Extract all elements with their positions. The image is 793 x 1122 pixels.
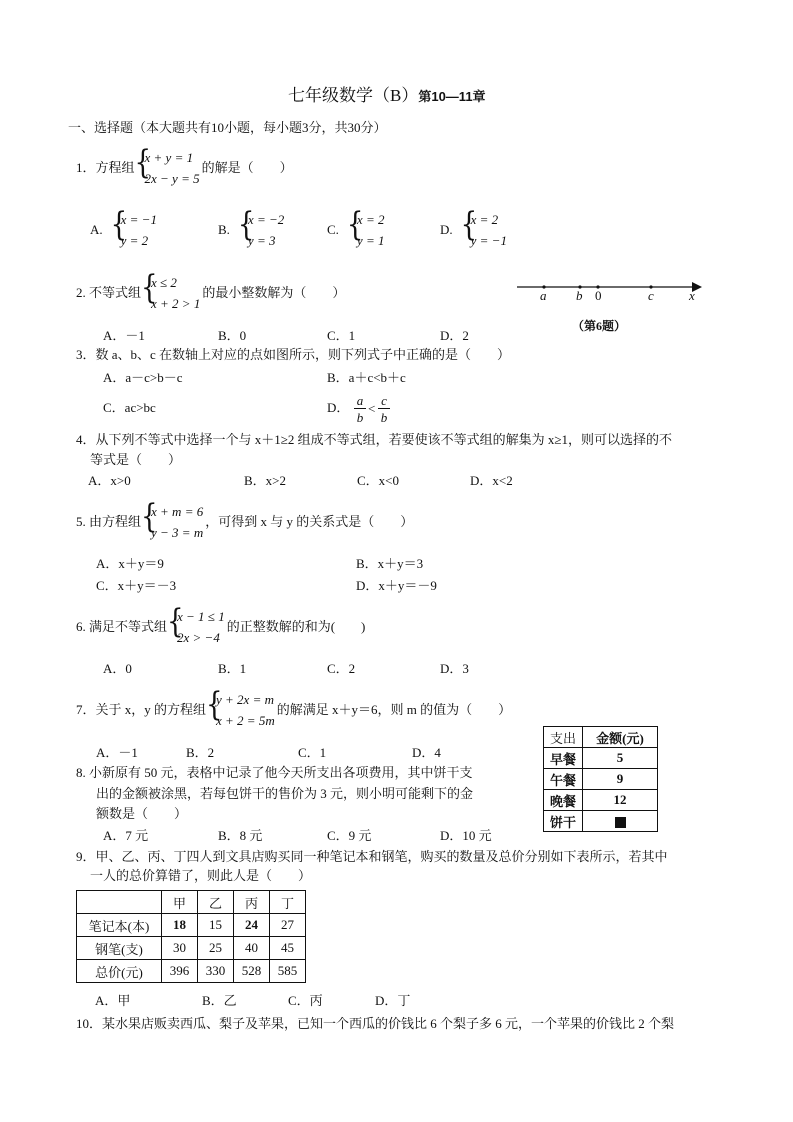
- eq: 2x − y = 5: [144, 171, 200, 186]
- purchase-table: [76, 890, 306, 983]
- brace-icon: {: [141, 269, 158, 307]
- cell: 585: [270, 960, 306, 983]
- cell: 528: [234, 960, 270, 983]
- q1-option-a-system: [110, 206, 157, 251]
- q2-option-a: A．－1: [103, 328, 145, 343]
- q1-option-c: [327, 206, 386, 251]
- eq: x + 2 = 5m: [216, 713, 275, 728]
- header-cell: 丁: [270, 891, 306, 914]
- option-label: C.: [327, 222, 339, 237]
- cell: 12: [583, 790, 658, 811]
- table-header-row: [77, 891, 306, 914]
- table-row: [544, 748, 658, 769]
- table-row: [77, 960, 306, 983]
- q9-option-b: B．乙: [202, 993, 237, 1008]
- q8-option-b: B．8 元: [218, 828, 263, 843]
- q2-suffix: 的最小整数解为（ ）: [202, 285, 346, 300]
- q5-option-d: D．x＋y＝－9: [356, 578, 437, 593]
- eq: x + y = 1: [144, 150, 194, 165]
- q4-option-b: B．x>2: [244, 473, 287, 488]
- q5-prefix: 5. 由方程组: [76, 514, 142, 529]
- q6-system: [167, 603, 225, 648]
- q7-option-d: D．4: [412, 745, 441, 760]
- q9-line2: 一人的总价算错了，则此人是（ ）: [90, 868, 312, 883]
- cell: 396: [162, 960, 198, 983]
- header-cell: 乙: [198, 891, 234, 914]
- cell: 饼干: [544, 811, 583, 832]
- cell: 早餐: [544, 748, 583, 769]
- title-main: 七年级数学（B）: [288, 86, 419, 105]
- table-header-row: [544, 727, 658, 748]
- q5-stem: [76, 498, 414, 543]
- q2-stem: [76, 269, 346, 314]
- header-cell: 甲: [162, 891, 198, 914]
- section-heading: 一、选择题（本大题共有10小题，每小题3分，共30分）: [68, 120, 387, 135]
- brace-icon: {: [237, 206, 255, 244]
- q7-system: [206, 686, 275, 731]
- fraction-c-over-b: [378, 393, 390, 426]
- q7-option-c: C．1: [298, 745, 327, 760]
- brace-icon: {: [134, 144, 152, 182]
- table-row: [544, 811, 658, 832]
- table-row: [77, 937, 306, 960]
- eq: y − 3 = m: [151, 525, 204, 540]
- cell: 330: [198, 960, 234, 983]
- numerator: a: [354, 393, 366, 409]
- q10-text: 10．某水果店贩卖西瓜、梨子及苹果，已知一个西瓜的价钱比 6 个梨子多 6 元，一个苹果的价钱比 2 个梨: [76, 1016, 675, 1031]
- cell: 午餐: [544, 769, 583, 790]
- q9-line1: 9．甲、乙、丙、丁四人到文具店购买同一种笔记本和钢笔，购买的数量及总价分别如下表所示，若其中: [76, 849, 668, 864]
- page-title: [288, 88, 486, 105]
- eq: y = 1: [356, 233, 385, 248]
- q6-stem: [76, 603, 366, 648]
- nl-label-b: b: [576, 288, 583, 303]
- q1-option-d-system: [460, 206, 507, 251]
- cell: 5: [583, 748, 658, 769]
- brace-icon: {: [346, 206, 364, 244]
- eq: y = 2: [120, 233, 149, 248]
- q4-option-a: A．x>0: [88, 473, 131, 488]
- q9-option-a: A．甲: [95, 993, 131, 1008]
- q4-option-d: D．x<2: [470, 473, 513, 488]
- cell: 晚餐: [544, 790, 583, 811]
- q1-stem: [76, 144, 293, 189]
- less-than: <: [368, 401, 376, 416]
- eq: y + 2x = m: [216, 692, 274, 707]
- cell: 25: [198, 937, 234, 960]
- q1-option-b-system: [237, 206, 285, 251]
- q1-suffix: 的解是（ ）: [201, 160, 293, 175]
- eq: x ≤ 2: [151, 275, 177, 290]
- table-row: [544, 769, 658, 790]
- expense-table: [543, 726, 658, 832]
- q6-suffix: 的正整数解的和为( ): [226, 619, 366, 634]
- eq: x + m = 6: [151, 504, 204, 519]
- eq: x = 2: [356, 212, 385, 227]
- denominator: b: [356, 410, 364, 425]
- table-row: [544, 790, 658, 811]
- figure-caption: （第6题）: [572, 319, 627, 333]
- header-cell: 丙: [234, 891, 270, 914]
- numerator: c: [378, 393, 390, 409]
- eq: y = −1: [470, 233, 507, 248]
- cell: 15: [198, 914, 234, 937]
- cell: 45: [270, 937, 306, 960]
- q3-option-d: D．: [327, 400, 350, 415]
- q7-prefix: 7．关于 x，y 的方程组: [76, 702, 207, 717]
- q8-option-a: A．7 元: [103, 828, 149, 843]
- cell: 30: [162, 937, 198, 960]
- q2-prefix: 2. 不等式组: [76, 285, 142, 300]
- cell: 笔记本(本): [77, 914, 162, 937]
- brace-icon: {: [141, 498, 158, 536]
- q6-option-b: B．1: [218, 661, 247, 676]
- cell: 18: [162, 914, 198, 937]
- q2-option-c: C．1: [327, 328, 356, 343]
- title-chapter: 第10—11章: [418, 89, 486, 104]
- q6-option-c: C．2: [327, 661, 356, 676]
- eq: y = 3: [247, 233, 276, 248]
- q2-option-d: D．2: [440, 328, 469, 343]
- eq: x − 1 ≤ 1: [177, 609, 225, 624]
- nl-label-a: a: [540, 288, 547, 303]
- nl-label-c: c: [648, 288, 654, 303]
- q8-line2: 出的金额被涂黑，若每包饼干的售价为 3 元，则小明可能剩下的金: [96, 786, 474, 801]
- q3-option-a: A．a－c>b－c: [103, 370, 183, 385]
- q5-suffix: ，可得到 x 与 y 的关系式是（ ）: [205, 514, 414, 529]
- nl-label-x: x: [689, 288, 695, 303]
- blacked-out-cell: [583, 811, 658, 832]
- brace-icon: {: [110, 206, 128, 244]
- cell: 9: [583, 769, 658, 790]
- cell: 27: [270, 914, 306, 937]
- q3-option-b: B．a＋c<b＋c: [327, 370, 406, 385]
- option-label: A.: [90, 222, 103, 237]
- fraction-a-over-b: [354, 393, 366, 426]
- q3-text: 3．数 a、b、c 在数轴上对应的点如图所示，则下列式子中正确的是（ ）: [76, 347, 511, 362]
- eq: 2x > −4: [177, 630, 220, 645]
- eq: x = −1: [120, 212, 157, 227]
- cell: 钢笔(支): [77, 937, 162, 960]
- q6-option-d: D．3: [440, 661, 469, 676]
- q8-option-d: D．10 元: [440, 828, 492, 843]
- q8-line3: 额数是（ ）: [96, 806, 188, 821]
- cell: 24: [234, 914, 270, 937]
- q8-option-c: C．9 元: [327, 828, 372, 843]
- q5-option-b: B．x＋y＝3: [356, 556, 424, 571]
- option-label: B.: [218, 222, 230, 237]
- black-square-icon: [615, 817, 626, 828]
- q1-option-a: [90, 206, 159, 251]
- header-cell: 金额(元): [583, 727, 658, 748]
- q3-option-c: C．ac>bc: [103, 400, 156, 415]
- brace-icon: {: [460, 206, 478, 244]
- q5-option-a: A．x＋y＝9: [96, 556, 164, 571]
- nl-label-0: 0: [595, 288, 602, 303]
- q8-line1: 8. 小新原有 50 元，表格中记录了他今天所支出各项费用，其中饼干支: [76, 765, 473, 780]
- option-label: D.: [440, 222, 453, 237]
- eq: x = 2: [470, 212, 499, 227]
- q5-system: [141, 498, 204, 543]
- q4-line2: 等式是（ ）: [90, 452, 182, 467]
- brace-icon: {: [167, 603, 184, 641]
- q7-stem: [76, 686, 512, 731]
- q7-suffix: 的解满足 x＋y＝6，则 m 的值为（ ）: [276, 702, 512, 717]
- q2-system: [141, 269, 201, 314]
- cell: 总价(元): [77, 960, 162, 983]
- eq: x + 2 > 1: [151, 296, 201, 311]
- cell: 40: [234, 937, 270, 960]
- q4-option-c: C．x<0: [357, 473, 400, 488]
- q1-option-b: [218, 206, 286, 251]
- denominator: b: [380, 410, 388, 425]
- q6-option-a: A．0: [103, 661, 132, 676]
- q9-option-c: C．丙: [288, 993, 323, 1008]
- header-cell: [77, 891, 162, 914]
- q1-option-d: [440, 206, 509, 251]
- brace-icon: {: [206, 686, 223, 724]
- eq: x = −2: [247, 212, 285, 227]
- q5-option-c: C．x＋y＝－3: [96, 578, 177, 593]
- q7-option-a: A．－1: [96, 745, 138, 760]
- table-row: [77, 914, 306, 937]
- q6-prefix: 6. 满足不等式组: [76, 619, 168, 634]
- q1-prefix: 1．方程组: [76, 160, 135, 175]
- header-cell: 支出: [544, 727, 583, 748]
- q1-option-c-system: [346, 206, 385, 251]
- q2-option-b: B．0: [218, 328, 247, 343]
- q1-system: [134, 144, 200, 189]
- q9-option-d: D．丁: [375, 993, 411, 1008]
- q7-option-b: B．2: [186, 745, 215, 760]
- q4-line1: 4．从下列不等式中选择一个与 x＋1≥2 组成不等式组，若要使该不等式组的解集为 x≥1，则可以选择的不: [76, 432, 673, 447]
